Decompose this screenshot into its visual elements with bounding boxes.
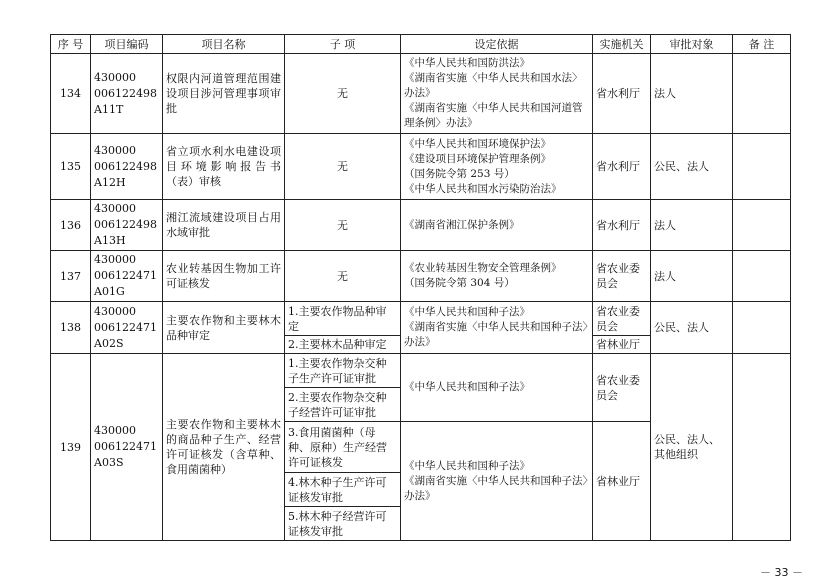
basis-cell: 《中华人民共和国种子法》 xyxy=(401,354,593,422)
header-basis: 设定依据 xyxy=(401,35,593,54)
basis-cell: 《中华人民共和国种子法》 《湖南省实施〈中华人民共和国种子法〉办法》 xyxy=(401,422,593,541)
sub-cell: 2.主要林木品种审定 xyxy=(285,336,401,354)
page-number: － 33 － xyxy=(760,566,803,579)
target-cell: 公民、法人、其他组织 xyxy=(651,354,733,541)
basis-cell: 《湖南省湘江保护条例》 xyxy=(401,200,593,251)
table-row xyxy=(51,134,791,200)
org-cell: 省农业委员会 xyxy=(593,354,651,422)
name-cell: 主要农作物和主要林木的商品种子生产、经营许可证核发（含草种、食用菌菌种） xyxy=(163,354,285,541)
seq-cell: 139 xyxy=(51,354,91,541)
note-cell xyxy=(733,302,791,354)
basis-cell: 《中华人民共和国防洪法》 《湖南省实施〈中华人民共和国水法〉办法》 《湖南省实施〈中华人民共和国河道管理条例〉办法》 xyxy=(401,54,593,134)
sub-cell: 5.林木种子经营许可证核发审批 xyxy=(285,507,401,541)
code-cell: 430000 006122471 A02S xyxy=(91,302,163,354)
table-row xyxy=(51,302,791,336)
name-cell: 权限内河道管理范围建设项目涉河管理事项审批 xyxy=(163,54,285,134)
seq-cell: 136 xyxy=(51,200,91,251)
name-cell: 主要农作物和主要林木品种审定 xyxy=(163,302,285,354)
header-note: 备 注 xyxy=(733,35,791,54)
sub-cell: 3.食用菌菌种（母种、原种）生产经营许可证核发 xyxy=(285,422,401,473)
org-cell: 省水利厅 xyxy=(593,200,651,251)
sub-cell: 无 xyxy=(285,251,401,302)
sub-cell: 2.主要农作物杂交种子经营许可证审批 xyxy=(285,388,401,422)
seq-cell: 135 xyxy=(51,134,91,200)
code-cell: 430000 006122498 A13H xyxy=(91,200,163,251)
sub-cell: 无 xyxy=(285,200,401,251)
target-cell: 公民、法人 xyxy=(651,302,733,354)
code-cell: 430000 006122498 A11T xyxy=(91,54,163,134)
org-cell: 省农业委员会 xyxy=(593,302,651,336)
note-cell xyxy=(733,134,791,200)
note-cell xyxy=(733,354,791,541)
target-cell: 公民、法人 xyxy=(651,134,733,200)
name-cell: 省立项水利水电建设项目环境影响报告书（表）审核 xyxy=(163,134,285,200)
name-cell: 农业转基因生物加工许可证核发 xyxy=(163,251,285,302)
table-row xyxy=(51,354,791,388)
table-row xyxy=(51,251,791,302)
code-cell: 430000 006122498 A12H xyxy=(91,134,163,200)
org-cell: 省林业厅 xyxy=(593,336,651,354)
table-row xyxy=(51,200,791,251)
org-cell: 省林业厅 xyxy=(593,422,651,541)
seq-cell: 137 xyxy=(51,251,91,302)
basis-cell: 《农业转基因生物安全管理条例》 （国务院令第 304 号） xyxy=(401,251,593,302)
catalog-table xyxy=(50,34,791,541)
sub-cell: 4.林木种子生产许可证核发审批 xyxy=(285,473,401,507)
org-cell: 省水利厅 xyxy=(593,134,651,200)
code-cell: 430000 006122471 A03S xyxy=(91,354,163,541)
seq-cell: 134 xyxy=(51,54,91,134)
header-name: 项目名称 xyxy=(163,35,285,54)
target-cell: 法人 xyxy=(651,200,733,251)
basis-cell: 《中华人民共和国环境保护法》 《建设项目环境保护管理条例》 （国务院令第 253 号） 《中华人民共和国水污染防治法》 xyxy=(401,134,593,200)
header-target: 审批对象 xyxy=(651,35,733,54)
target-cell: 法人 xyxy=(651,54,733,134)
org-cell: 省农业委员会 xyxy=(593,251,651,302)
org-cell: 省水利厅 xyxy=(593,54,651,134)
table-header-row xyxy=(51,35,791,54)
seq-cell: 138 xyxy=(51,302,91,354)
header-org: 实施机关 xyxy=(593,35,651,54)
name-cell: 湘江流域建设项目占用水域审批 xyxy=(163,200,285,251)
header-seq: 序 号 xyxy=(51,35,91,54)
sub-cell: 1.主要农作物杂交种子生产许可证审批 xyxy=(285,354,401,388)
sub-cell: 无 xyxy=(285,134,401,200)
basis-cell: 《中华人民共和国种子法》 《湖南省实施〈中华人民共和国种子法〉办法》 xyxy=(401,302,593,354)
code-cell: 430000 006122471 A01G xyxy=(91,251,163,302)
note-cell xyxy=(733,200,791,251)
table-row xyxy=(51,54,791,134)
sub-cell: 无 xyxy=(285,54,401,134)
sub-cell: 1.主要农作物品种审定 xyxy=(285,302,401,336)
header-sub: 子 项 xyxy=(285,35,401,54)
note-cell xyxy=(733,54,791,134)
note-cell xyxy=(733,251,791,302)
header-code: 项目编码 xyxy=(91,35,163,54)
target-cell: 法人 xyxy=(651,251,733,302)
